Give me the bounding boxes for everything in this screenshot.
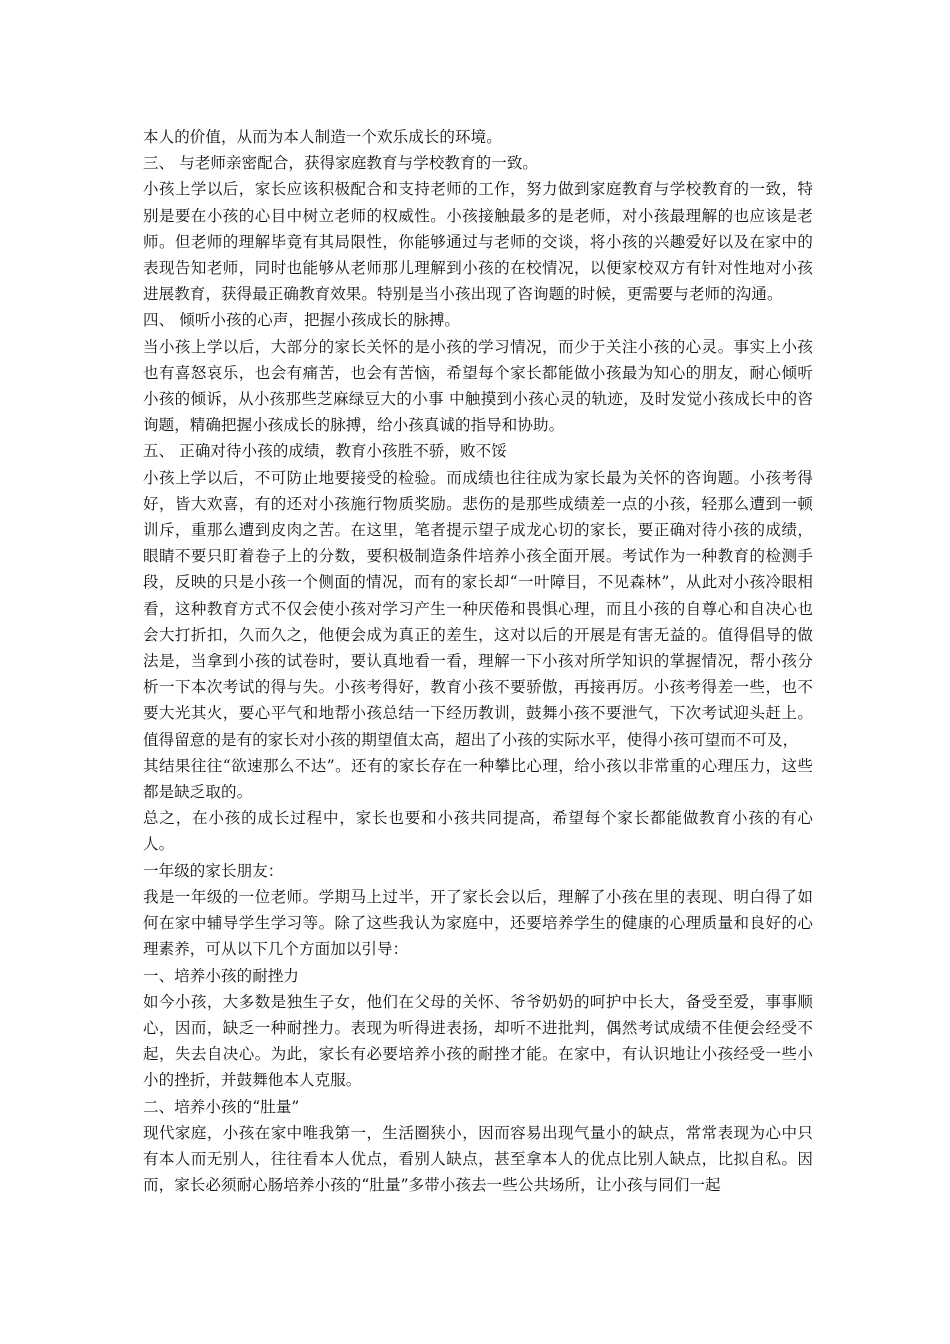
section-heading-4: 四、 倾听小孩的心声，把握小孩成长的脉搏。	[143, 311, 461, 330]
paragraph: 如今小孩，大多数是独生子女，他们在父母的关怀、爷爷奶奶的呵护中长大，备受至爱，事事顺心，因而，缺乏一种耐挫力。表现为听得进表扬，却听不进批判，偶然考试成绩不佳便会经受不起，失去自决心。为此，家长有必要培养小孩的耐挫才能。在家中，有认识地让小孩经受一些小小的挫折，并鼓舞他本人克服。	[143, 992, 813, 1090]
section-heading-3: 三、 与老师亲密配合，获得家庭教育与学校教育的一致。	[143, 154, 539, 173]
paragraph: 总之，在小孩的成长过程中，家长也要和小孩共同提高，希望每个家长都能做教育小孩的有心人。	[143, 809, 813, 854]
paragraph: 当小孩上学以后，大部分的家长关怀的是小孩的学习情况，而少于关注小孩的心灵。事实上小孩也有喜怒哀乐，也会有痛苦，也会有苦恼，希望每个家长都能做小孩最为知心的朋友，耐心倾听小孩的倾诉，从小孩那些芝麻绿豆大的小事 中触摸到小孩心灵的轨迹，及时发觉小孩成长中的咨询题，精确把握小孩成长的脉搏，给小孩真诚的指导和协助。	[143, 337, 813, 435]
document-body	[143, 124, 813, 1198]
paragraph: 小孩上学以后，不可防止地要接受的检验。而成绩也往往成为家长最为关怀的咨询题。小孩考得好，皆大欢喜，有的还对小孩施行物质奖励。悲伤的是那些成绩差一点的小孩，轻那么遭到一顿训斥，重那么遭到皮肉之苦。在这里，笔者提示望子成龙心切的家长，要正确对待小孩的成绩，眼睛不要只盯着卷子上的分数，要积极制造条件培养小孩全面开展。考试作为一种教育的检测手段，反映的只是小孩一个侧面的情况，而有的家长却“一叶障目，不见森林”，从此对小孩冷眼相看，这种教育方式不仅会使小孩对学习产生一种厌倦和畏惧心理，而且小孩的自尊心和自决心也会大打折扣，久而久之，他便会成为真正的差生，这对以后的开展是有害无益的。值得倡导的做法是，当拿到小孩的试卷时，要认真地看一看，理解一下小孩对所学知识的掌握情况，帮小孩分析一下本次考试的得与失。小孩考得好，教育小孩不要骄傲，再接再厉。小孩考得差一些，也不要大光其火，要心平气和地帮小孩总结一下经历教训，鼓舞小孩不要泄气，下次考试迎头赶上。值得留意的是有的家长对小孩的期望值太高，超出了小孩的实际水平，使得小孩可望而不可及，	[143, 468, 813, 749]
paragraph: 其结果往往“欲速那么不达”。还有的家长存在一种攀比心理，给小孩以非常重的心理压力，这些都是缺乏取的。	[143, 756, 813, 802]
paragraph: 小孩上学以后，家长应该积极配合和支持老师的工作，努力做到家庭教育与学校教育的一致，特别是要在小孩的心目中树立老师的权威性。小孩接触最多的是老师，对小孩最理解的也应该是老师。但老师的理解毕竟有其局限性，你能够通过与老师的交谈，将小孩的兴趣爱好以及在家中的表现告知老师，同时也能够从老师那儿理解到小孩的在校情况，以便家校双方有针对性地对小孩进展教育，获得最正确教育效果。特别是当小孩出现了咨询题的时候，更需要与老师的沟通。	[143, 180, 813, 304]
paragraph: 现代家庭，小孩在家中唯我第一，生活圈狭小，因而容易出现气量小的缺点，常常表现为心中只有本人而无别人，往往看本人优点，看别人缺点，甚至拿本人的优点比别人缺点，比拟自私。因而，家长必须耐心肠培养小孩的“肚量”多带小孩去一些公共场所，让小孩与同们一起	[143, 1123, 813, 1195]
paragraph: 本人的价值，从而为本人制造一个欢乐成长的环境。	[143, 128, 502, 146]
paragraph: 我是一年级的一位老师。学期马上过半，开了家长会以后，理解了小孩在里的表现、明白得了如何在家中辅导学生学习等。除了这些我认为家庭中，还要培养学生的健康的心理质量和良好的心理素养，可从以下几个方面加以引导：	[143, 887, 813, 959]
letter-salutation: 一年级的家长朋友：	[143, 861, 284, 880]
section-heading-1: 一、培养小孩的耐挫力	[143, 966, 300, 985]
section-heading-2: 二、培养小孩的“肚量”	[143, 1097, 300, 1116]
section-heading-5: 五、 正确对待小孩的成绩，教育小孩胜不骄，败不馁	[143, 442, 507, 461]
